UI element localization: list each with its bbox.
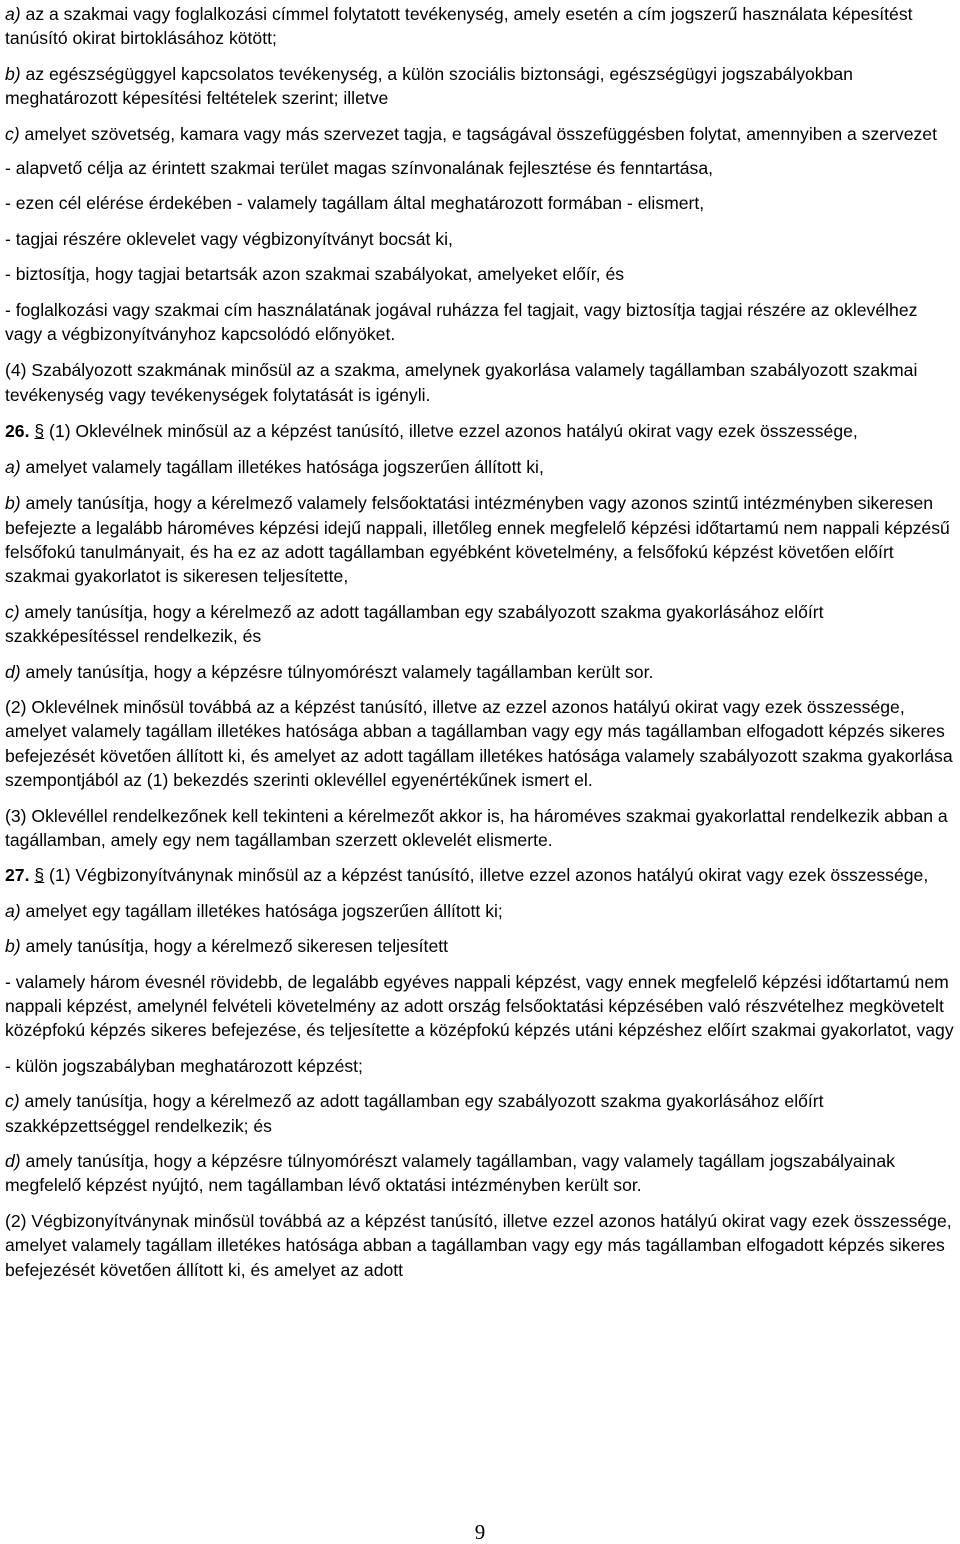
dash-item: - ezen cél elérése érdekében - valamely tagállam által meghatározott formában - elismert, bbox=[5, 193, 705, 214]
item-marker: c) bbox=[5, 1091, 20, 1112]
paragraph-item-a bbox=[5, 899, 955, 923]
item-marker: b) bbox=[5, 936, 21, 957]
document-page bbox=[5, 0, 955, 1282]
paragraph-text: amelyet szövetség, kamara vagy más szervezet tagja, e tagságával összefüggésben folytat, amennyiben a szervezet bbox=[19, 123, 937, 144]
paragraph-text: amely tanúsítja, hogy a kérelmező az adott tagállamban egy szabályozott szakma gyakorlásához előírt szakképesítéssel rendelkezik, és bbox=[5, 601, 824, 647]
dash-item: - külön jogszabályban meghatározott képzést; bbox=[5, 1055, 363, 1076]
paragraph-text: amelyet valamely tagállam illetékes hatósága jogszerűen állított ki, bbox=[20, 456, 544, 477]
paragraph-subsection-2: (2) Oklevélnek minősül továbbá az a képzést tanúsító, illetve az ezzel azonos hatályú okirat vagy ezek összessége, amelyet valamely tagállam illetékes hatósága abban a tagállamban vagy egy más tagállamban elfogadott képzés sikeres befejezését követően állított ki, és amelyet az adott tagállam illetékes hatósága valamely szabályozott szakma gyakorlása szempontjából az (1) bekezdés szerinti oklevéllel egyenértékűnek ismert el. bbox=[5, 696, 953, 791]
section-symbol: § bbox=[34, 421, 45, 442]
paragraph-text: amely tanúsítja, hogy a kérelmező valamely felsőoktatási intézményben vagy azonos szintű intézményben sikeresen befejezte a legalább hároméves képzési idejű nappali, illetőleg ennek megfelelő képzési időtartamú nem nappali képzésű felsőfokú tanulmányait, és ha ez az adott tagállamban egyébként követelmény, a felsőfokú képzést követően előírt szakmai gyakorlatot is sikeresen teljesítette, bbox=[5, 493, 950, 587]
paragraph-item-a bbox=[5, 2, 955, 51]
paragraph-text: amely tanúsítja, hogy a képzésre túlnyomórészt valamely tagállamban, vagy valamely tagállam jogszabályainak megfelelő képzést nyújtó, nem tagállamban lévő oktatási intézményben került sor. bbox=[5, 1151, 895, 1196]
paragraph-item-a bbox=[5, 455, 955, 479]
paragraph-item-d bbox=[5, 660, 955, 684]
dash-item: - valamely három évesnél rövidebb, de legalább egyéves nappali képzést, vagy ennek megfelelő képzési időtartamú nem nappali képzést, amelynél felvételi követelmény az adott ország felsőoktatási képzésében való részvételhez megkövetelt középfokú képzés sikeres befejezése, és teljesítette a középfokú képzés utáni képzéshez előírt szakmai gyakorlatot, vagy bbox=[5, 971, 954, 1041]
paragraph-text: az a szakmai vagy foglalkozási címmel folytatott tevékenység, amely esetén a cím jogszerű használata képesítést tanúsító okirat birtoklásához kötött; bbox=[5, 4, 913, 49]
paragraph-text: amely tanúsítja, hogy a kérelmező sikeresen teljesített bbox=[20, 936, 449, 957]
dash-item: - alapvető célja az érintett szakmai terület magas színvonalának fejlesztése és fenntartása, bbox=[5, 158, 714, 179]
paragraph-text: (1) Végbizonyítványnak minősül az a képzést tanúsító, illetve ezzel azonos hatályú okirat vagy ezek összessége, bbox=[44, 865, 929, 886]
paragraph-subsection-3: (3) Oklevéllel rendelkezőnek kell tekinteni a kérelmezőt akkor is, ha hároméves szakmai gyakorlattal rendelkezik abban a tagállamban, amely egy nem tagállamban szerzett oklevelét elismerte. bbox=[5, 805, 948, 850]
item-marker: c) bbox=[5, 601, 20, 622]
item-marker: d) bbox=[5, 1151, 21, 1172]
section-26-heading bbox=[5, 419, 955, 443]
section-number: 27. bbox=[5, 865, 30, 886]
paragraph-item-c bbox=[5, 122, 955, 146]
item-marker: a) bbox=[5, 4, 21, 24]
paragraph-text: az egészségüggyel kapcsolatos tevékenység, a külön szociális biztonsági, egészségügyi jogszabályokban meghatározott képesítési feltételek szerint; illetve bbox=[5, 63, 853, 109]
section-symbol: § bbox=[34, 865, 45, 886]
item-marker: b) bbox=[5, 63, 21, 84]
paragraph-text: amely tanúsítja, hogy a képzésre túlnyomórészt valamely tagállamban került sor. bbox=[20, 661, 654, 682]
paragraph-item-c bbox=[5, 600, 955, 649]
item-marker: d) bbox=[5, 661, 21, 682]
paragraph-text: amelyet egy tagállam illetékes hatósága jogszerűen állított ki; bbox=[20, 900, 503, 921]
item-marker: a) bbox=[5, 456, 21, 477]
paragraph-item-c bbox=[5, 1089, 955, 1138]
dash-item: - biztosítja, hogy tagjai betartsák azon szakmai szabályokat, amelyeket előír, és bbox=[5, 264, 625, 285]
page-number: 9 bbox=[474, 1520, 486, 1544]
paragraph-subsection-4: (4) Szabályozott szakmának minősül az a szakma, amelynek gyakorlása valamely tagállamban szabályozott szakmai tevékenység vagy tevékenységek folytatását is igényli. bbox=[5, 360, 918, 405]
paragraph-item-b bbox=[5, 491, 955, 589]
paragraph-item-d bbox=[5, 1149, 955, 1198]
item-marker: b) bbox=[5, 493, 21, 514]
paragraph-text: amely tanúsítja, hogy a kérelmező az adott tagállamban egy szabályozott szakma gyakorlásához előírt szakképzettséggel rendelkezik; és bbox=[5, 1091, 824, 1136]
paragraph-subsection-2: (2) Végbizonyítványnak minősül továbbá az a képzést tanúsító, illetve ezzel azonos hatályú okirat vagy ezek összessége, amelyet valamely tagállam illetékes hatósága abban a tagállamban vagy egy más tagállamban elfogadott képzés sikeres befejezését követően állított ki, és amelyet az adott bbox=[5, 1210, 952, 1280]
section-27-heading bbox=[5, 863, 955, 887]
dash-item: - foglalkozási vagy szakmai cím használatának jogával ruházza fel tagjait, vagy biztosítja tagjai részére az oklevélhez vagy a végbizonyítványhoz kapcsolódó előnyöket. bbox=[5, 299, 918, 345]
paragraph-item-b bbox=[5, 62, 955, 111]
paragraph-text: (1) Oklevélnek minősül az a képzést tanúsító, illetve ezzel azonos hatályú okirat vagy ezek összessége, bbox=[44, 421, 858, 442]
paragraph-item-b bbox=[5, 934, 955, 958]
item-marker: c) bbox=[5, 123, 20, 144]
item-marker: a) bbox=[5, 900, 21, 921]
dash-item: - tagjai részére oklevelet vagy végbizonyítványt bocsát ki, bbox=[5, 228, 453, 249]
section-number: 26. bbox=[5, 421, 30, 442]
